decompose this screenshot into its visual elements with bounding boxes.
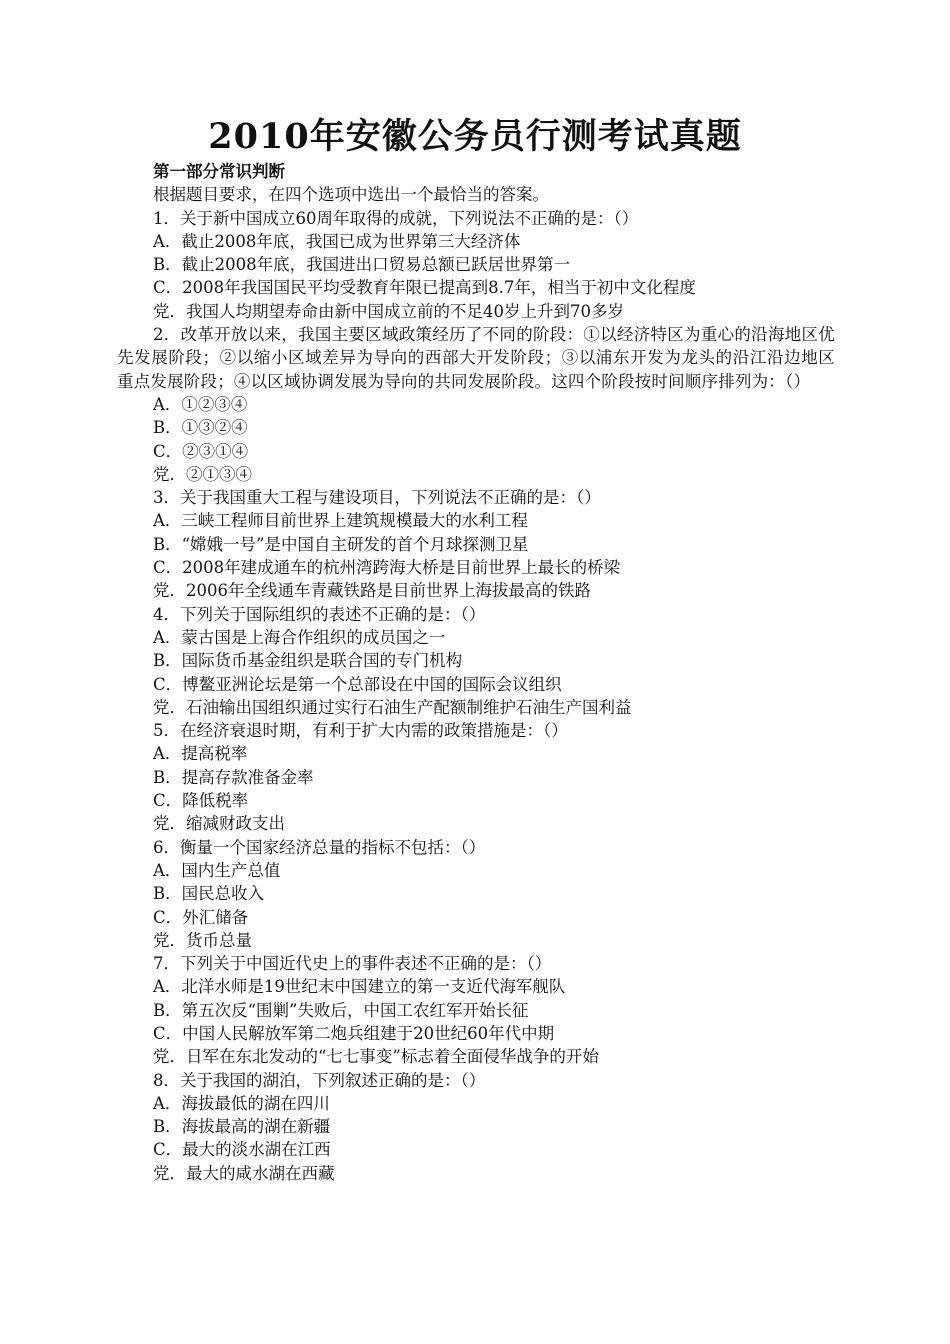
question-3 — [117, 486, 835, 602]
question-8 — [117, 1069, 835, 1185]
answer-option: C．最大的淡水湖在江西 — [153, 1140, 331, 1160]
answer-option: 党．我国人均期望寿命由新中国成立前的不足40岁上升到70多岁 — [153, 301, 624, 321]
question-stem: 1．关于新中国成立60周年取得的成就，下列说法不正确的是：（） — [153, 208, 639, 228]
answer-option: C．博鳌亚洲论坛是第一个总部设在中国的国际会议组织 — [153, 674, 562, 694]
answer-option: 党．缩减财政支出 — [153, 814, 285, 834]
answer-option: 党．石油输出国组织通过实行石油生产配额制维护石油生产国利益 — [153, 697, 632, 717]
answer-option: B．国民总收入 — [153, 884, 265, 904]
answer-option: A．截止2008年底，我国已成为世界第三大经济体 — [153, 231, 521, 251]
question-stem: 8．关于我国的湖泊，下列叙述正确的是：（） — [153, 1070, 486, 1090]
answer-option: B．第五次反“围剿”失败后，中国工农红军开始长征 — [153, 1000, 529, 1020]
answer-option: C．外汇储备 — [153, 907, 249, 927]
answer-option: A．三峡工程师目前世界上建筑规模最大的水利工程 — [153, 511, 528, 531]
answer-option: B．①③②④ — [153, 418, 248, 438]
answer-option: A．蒙古国是上海合作组织的成员国之一 — [153, 627, 446, 647]
question-7 — [117, 952, 835, 1068]
question-1 — [117, 207, 835, 323]
question-2 — [117, 323, 835, 486]
answer-option: 党．日军在东北发动的“七七事变”标志着全面侵华战争的开始 — [153, 1047, 599, 1067]
question-stem: 5．在经济衰退时期，有利于扩大内需的政策措施是：（） — [153, 721, 568, 741]
document-title: 2010年安徽公务员行测考试真题 — [208, 116, 742, 157]
answer-option: B．国际货币基金组织是联合国的专门机构 — [153, 651, 463, 671]
answer-option: C．中国人民解放军第二炮兵组建于20世纪60年代中期 — [153, 1023, 555, 1043]
section-heading: 第一部分常识判断 — [153, 162, 285, 181]
answer-option: A．提高税率 — [153, 744, 248, 764]
answer-option: A．北洋水师是19世纪末中国建立的第一支近代海军舰队 — [153, 977, 566, 997]
answer-option: C．降低税率 — [153, 791, 249, 811]
answer-option: A．海拔最低的湖在四川 — [153, 1093, 330, 1113]
question-5 — [117, 719, 835, 835]
question-stem: 6．衡量一个国家经济总量的指标不包括：（） — [153, 837, 486, 857]
answer-option: 党．最大的咸水湖在西藏 — [153, 1163, 335, 1183]
answer-option: C．2008年建成通车的杭州湾跨海大桥是目前世界上最长的桥梁 — [153, 558, 621, 578]
answer-option: A．国内生产总值 — [153, 860, 281, 880]
answer-option: A．①②③④ — [153, 394, 248, 414]
answer-option: B．“嫦娥一号”是中国自主研发的首个月球探测卫星 — [153, 534, 529, 554]
answer-option: 党．②①③④ — [153, 464, 252, 484]
answer-option: C．②③①④ — [153, 441, 249, 461]
answer-option: C．2008年我国国民平均受教育年限已提高到8.7年，相当于初中文化程度 — [153, 278, 696, 298]
question-4 — [117, 603, 835, 719]
question-stem: 4．下列关于国际组织的表述不正确的是：（） — [153, 604, 486, 624]
answer-option: B．提高存款准备金率 — [153, 767, 314, 787]
question-stem: 7．下列关于中国近代史上的事件表述不正确的是：（） — [153, 954, 552, 974]
answer-option: B．海拔最高的湖在新疆 — [153, 1117, 331, 1137]
answer-option: 党．2006年全线通车青藏铁路是目前世界上海拔最高的铁路 — [153, 581, 591, 601]
question-6 — [117, 836, 835, 952]
question-stem: 2．改革开放以来，我国主要区域政策经历了不同的阶段：①以经济特区为重心的沿海地区优先发展阶段；②以缩小区域差异为导向的西部大开发阶段；③以浦东开发为龙头的沿江沿边地区重点发展阶段；④以区域协调发展为导向的共同发展阶段。这四个阶段按时间顺序排列为：（） — [117, 325, 835, 391]
document-body — [117, 160, 835, 1185]
answer-option: 党．货币总量 — [153, 930, 252, 950]
question-stem: 3．关于我国重大工程与建设项目，下列说法不正确的是：（） — [153, 488, 601, 508]
answer-option: B．截止2008年底，我国进出口贸易总额已跃居世界第一 — [153, 255, 571, 275]
instruction-text: 根据题目要求，在四个选项中选出一个最恰当的答案。 — [153, 185, 549, 205]
